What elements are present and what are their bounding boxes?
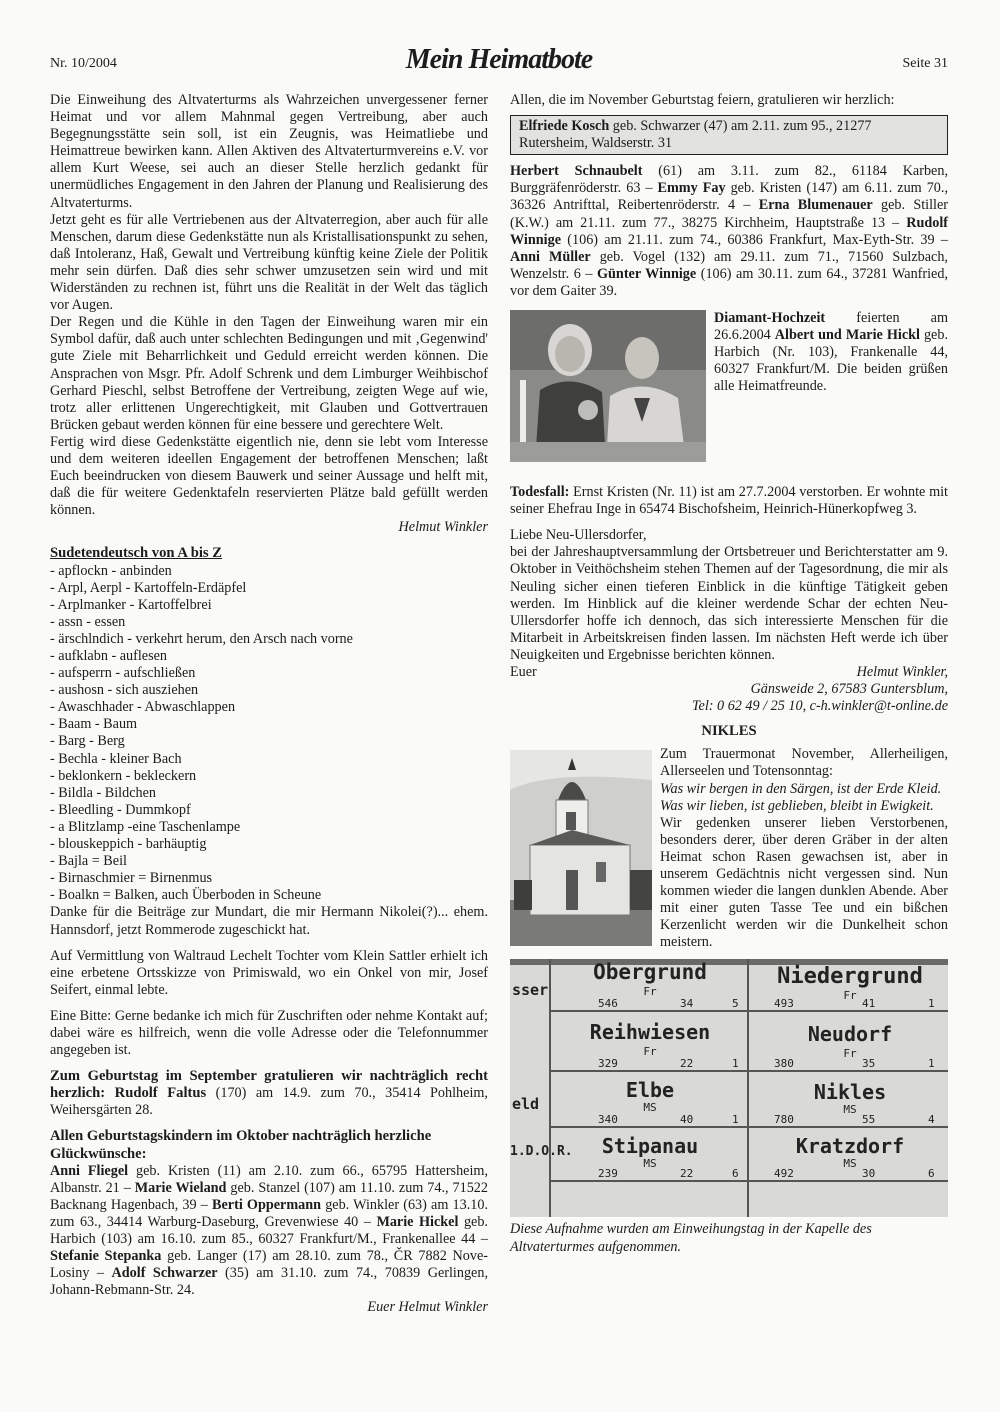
letter-address: Gänsweide 2, 67583 Guntersblum,	[750, 681, 948, 698]
memorial-plaque-photo	[510, 959, 948, 1217]
dictionary-entry: - Arplmanker - Kartoffelbrei	[50, 596, 212, 613]
paragraph: Fertig wird diese Gedenkstätte eigentlich nie, denn sie lebt vom Interesse und dem weiteren ideellen Engagement der betroffenen Menschen; laßt Euch beeindrucken von diesem Bauwerk und seiner Aussage und helft mit, daß die für weitere Gedenktafeln reservierten Plätze bald gefüllt werden können.	[50, 433, 488, 519]
paragraph: Auf Vermittlung von Waltraud Lechelt Tochter vom Klein Sattler erhielt ich eine erbetene Ortsskizze von Primiswald, wo ein Onkel von mir, Josef Seifert, einmal lebte.	[50, 947, 488, 998]
dictionary-entry: - Bechla - kleiner Bach	[50, 750, 182, 767]
person-details: geb. Harbich (103) am 16.10. zum 85., 60327 Frankfurt/M., Frankenallee 44 –	[50, 1213, 488, 1247]
dictionary-title: Sudetendeutsch von A bis Z	[50, 545, 222, 562]
box-name: Elfriede Kosch	[519, 118, 610, 135]
plaque-value: 1	[732, 1113, 739, 1127]
plaque-value: 546	[598, 997, 618, 1011]
plaque-label: Fr	[843, 989, 857, 1003]
dictionary-entry: - Arpl, Aerpl - Kartoffeln-Erdäpfel	[50, 579, 247, 596]
person-details: geb. Winkler (63) am 13.10. zum 63., 34414 Warburg-Daseburg, Grevenwiese 40 –	[50, 1196, 488, 1230]
dictionary-entry: - Bleedling - Dummkopf	[50, 801, 191, 818]
dictionary-entry: - aushosn - sich ausziehen	[50, 682, 199, 699]
couple-photo	[510, 310, 706, 462]
dictionary-entry: - Bildla - Bildchen	[50, 784, 156, 801]
plaque-value: 239	[598, 1167, 618, 1181]
left-column	[50, 92, 488, 1316]
dictionary-entry: - beklonkern - bekleckern	[50, 767, 197, 784]
plaque-label: Fr	[643, 985, 657, 999]
person-name: Stefanie Stepanka	[50, 1248, 162, 1265]
person-details: geb. Stanzel (107) am 11.10. zum 74., 71522 Backnang Hagenbach, 39 –	[50, 1179, 488, 1213]
person-name: Anni Müller	[510, 248, 591, 265]
masthead-logo: Mein Heimatbote	[405, 44, 593, 75]
person-name: Berti Oppermann	[212, 1196, 322, 1213]
september-heading: Zum Geburtstag im September gratulieren wir nachträglich recht herzlich: Rudolf Faltus	[50, 1068, 488, 1102]
person-details: geb. Vogel (132) am 29.11. zum 71., 71560 Sulzbach, Wenzelstr. 6 –	[510, 248, 948, 282]
letter-signer: Helmut Winkler,	[856, 663, 948, 680]
person-details: (106) am 30.11. zum 64., 37281 Wanfried, vor dem Gaiter 39.	[510, 265, 948, 299]
person-name: Adolf Schwarzer	[111, 1265, 218, 1282]
box-text: geb. Schwarzer (47) am 2.11. zum 95., 21277 Rutersheim, Waldserstr. 31	[519, 118, 872, 152]
person-details: geb. Langer (17) am 28.10. zum 78., ČR 7882 Nove-Losiny –	[50, 1248, 488, 1282]
highlight-box	[510, 115, 948, 155]
person-name: Rudolf Winnige	[510, 214, 948, 248]
september-text: (170) am 14.9. zum 70., 35414 Pohlheim, Weihersgärten 28.	[50, 1085, 488, 1119]
plaque-value: 329	[598, 1057, 618, 1071]
dictionary-entry: - a Blitzlamp -eine Taschenlampe	[50, 818, 241, 835]
plaque-label: Elbe	[625, 1078, 675, 1103]
diamond-wedding-section	[510, 310, 948, 466]
october-birthdays	[50, 1163, 488, 1300]
person-details: geb. Stiller (K.W.) am 21.11. zum 77., 38275 Kirchheim, Hauptstraße 13 –	[510, 197, 949, 231]
dictionary-entry: - assn - essen	[50, 613, 126, 630]
right-column	[510, 92, 948, 1256]
november-birthdays	[510, 163, 948, 300]
person-name: Marie Hickel	[376, 1213, 459, 1230]
dictionary-entry: - Bajla = Beil	[50, 853, 127, 870]
paragraph: Eine Bitte: Gerne bedanke ich mich für Zuschriften oder nehme Kontakt auf; dabei wäre es hilfreich, wenn die volle Adresse oder die Telefonnummer angegeben ist.	[50, 1007, 488, 1059]
paragraph: Der Regen und die Kühle in den Tagen der Einweihung waren mir ein Symbol dafür, daß auch unter schlechten Bedingungen und mit ‚Gegenwind' gute Ziele mit Beharrlichkeit und Geduld erreicht werden können. Die Ansprachen von Msgr. Pfr. Adolf Schrenk und dem Limburger Weihbischof Gerhard Pieschl, selbst Betroffene der Vertreibung, zeigten Wege auf wie, trotz aller erlittenen Ungerechtigkeit, mit Glauben und Gottvertrauen Brücken gebaut werden können für eine bessere und gerechtere Welt.	[50, 314, 488, 433]
plaque-value: 34	[680, 997, 694, 1011]
plaque-label: Kratzdorf	[795, 1134, 905, 1159]
plaque-value: 41	[862, 997, 876, 1011]
person-details: (61) am 3.11. zum 82., 61184 Karben, Burggräfenröderstr. 63 –	[510, 163, 948, 197]
person-details: (106) am 21.11. zum 74., 60386 Frankfurt, Max-Eyth-Str. 39 –	[561, 231, 948, 248]
paragraph: Die Einweihung des Altvaterturms als Wahrzeichen unvergessener ferner Heimat und vor allem Mahnmal gegen Vertreibung, aber auch Begegnungsstätte sein soll, ist ein Zeugnis, was Heimatliebe und Heimattreue bewirken kann. Allen Aktiven des Altvaterturmvereins e.V. vor allem Kurt Weese, sei auch an dieser Stelle herzlich gedankt für unermüdliches Engagement in den Jahren der Planung und Realisierung des Altvaterturms.	[50, 92, 488, 211]
nikles-quote: Was wir lieben, ist geblieben, bleibt in Ewigkeit.	[660, 797, 934, 814]
plaque-value: 22	[680, 1057, 694, 1071]
person-name: Günter Winnige	[597, 265, 697, 282]
september-birthdays	[50, 1068, 488, 1119]
dictionary-entry: - Boalkn = Balken, auch Überboden in Scheune	[50, 887, 322, 904]
plaque-label: Fr	[843, 1047, 857, 1061]
page-number: Seite 31	[902, 56, 948, 71]
plaque-value: 30	[862, 1167, 876, 1181]
plaque-value: 340	[598, 1113, 618, 1127]
dictionary-list	[50, 563, 488, 905]
dictionary-entry: - ärschlndich - verkehrt herum, den Arsch nach vorne	[50, 630, 353, 647]
letter-signature	[510, 664, 948, 681]
diamond-heading: Diamant-Hochzeit	[714, 310, 826, 327]
plaque-label: sser	[512, 981, 549, 1000]
plaque-value: 35	[862, 1057, 876, 1071]
nikles-text: Wir gedenken unserer lieben Verstorbenen, besonders derer, über deren Gräber in der alten Heimat schon Rasen gewachsen ist, aber in unserem Gedächtnis nicht vergessen sind. Nun kommen wieder die langen dunklen Abende. Aber mit einer guten Tasse Tee und ein bißchen Kerzenlicht werden wir die Dunkelheit schon meistern.	[660, 814, 948, 951]
plaque-value: 380	[774, 1057, 794, 1071]
nikles-title: NIKLES	[701, 723, 757, 740]
nikles-section	[510, 746, 948, 951]
church-photo	[510, 750, 652, 946]
person-name: Herbert Schnaubelt	[510, 163, 643, 180]
plaque-value: 5	[732, 997, 739, 1011]
dictionary-entry: - Birnaschmier = Birnenmus	[50, 870, 213, 887]
plaque-label: MS	[843, 1103, 857, 1117]
letter-contact: Tel: 0 62 49 / 25 10, c-h.winkler@t-online.de	[691, 698, 948, 715]
death-notice	[510, 484, 948, 518]
plaque-value: 492	[774, 1167, 794, 1181]
plaque-label: MS	[643, 1101, 657, 1115]
dictionary-entry: - aufsperrn - aufschließen	[50, 665, 196, 682]
plaque-label: MS	[843, 1157, 857, 1171]
plaque-value: 55	[862, 1113, 876, 1127]
dictionary-entry: - Baam - Baum	[50, 716, 138, 733]
plaque-label: Reihwiesen	[589, 1020, 711, 1045]
plaque-label: MS	[643, 1157, 657, 1171]
diamond-text: geb. Harbich (Nr. 103), Frankenalle 44, 60327 Frankfurt/M. Die beiden grüßen alle Heimatfreunde.	[714, 327, 948, 395]
death-text: Ernst Kristen (Nr. 11) ist am 27.7.2004 verstorben. Er wohnte mit seiner Ehefrau Inge in 65474 Bischofsheim, Heinrich-Hünerkopfweg 3.	[510, 484, 948, 518]
person-name: Erna Blumenauer	[758, 197, 873, 214]
plaque-value: 22	[680, 1167, 694, 1181]
plaque-value: 1	[928, 1057, 935, 1071]
plaque-value: 6	[928, 1167, 935, 1181]
photo-caption: Diese Aufnahme wurden am Einweihungstag in der Kapelle des Altvaterturmes aufgenommen.	[510, 1221, 872, 1255]
person-details: (35) am 31.10. zum 74., 70839 Gerlingen, Johann-Rebmann-Str. 24.	[50, 1265, 488, 1299]
letter-euer: Euer	[510, 663, 537, 680]
issue-number: Nr. 10/2004	[50, 56, 117, 71]
paragraph: Jetzt geht es für alle Vertriebenen aus der Altvaterregion, aber auch für alle Menschen, darum diese Gedenkstätte nun als Kristallisationspunkt zu sehen, daß Intoleranz, Haß, Gewalt und Vertreibung künftig keine Ziele der Politik mehr sein dürfen. Daß dies sehr schwer umzusetzen sein wird und mit Widerständen zu rechnen ist, führt uns die Realität in der Welt das täglich vor Augen.	[50, 211, 488, 314]
dictionary-entry: - blouskeppich - barhäuptig	[50, 836, 207, 853]
october-heading: Allen Geburtstagskindern im Oktober nachträglich herzliche Glückwünsche:	[50, 1128, 432, 1162]
letter-body: bei der Jahreshauptversammlung der Ortsbetreuer und Berichterstatter am 9. Oktober in Veithöchsheim stehen Themen auf der Tagesordnung, die mir als Neuling sicher einen tieferen Einblick in die künftige Tätigkeit geben werden. Im Hinblick auf die kleiner werdende Schar der echten Neu-Ullersdorfer hoffe ich dennoch, das sich interessierte Menschen für die Mitarbeit in Arbeitskreisen finden lassen. Im nächsten Heft werde ich über Neuigkeiten und Ergebnisse berichten können.	[510, 544, 948, 663]
person-name: Anni Fliegel	[50, 1162, 129, 1179]
plaque-label: Niedergrund	[777, 964, 923, 990]
page-header	[50, 44, 948, 80]
death-heading: Todesfall:	[510, 484, 570, 501]
signature: Helmut Winkler	[398, 519, 488, 536]
dictionary-entry: - Barg - Berg	[50, 733, 125, 750]
dictionary-entry: - Awaschhader - Abwaschlappen	[50, 699, 236, 716]
diamond-text: feierten am 26.6.2004	[714, 310, 948, 344]
plaque-value: 493	[774, 997, 794, 1011]
november-intro: Allen, die im November Geburtstag feiern, gratulieren wir herzlich:	[510, 92, 895, 108]
signature: Euer Helmut Winkler	[367, 1299, 488, 1316]
nikles-intro: Zum Trauermonat November, Allerheiligen, Allerseelen und Totensonntag:	[660, 746, 948, 780]
person-name: Emmy Fay	[657, 180, 726, 197]
nikles-quote: Was wir bergen in den Särgen, ist der Erde Kleid.	[660, 780, 942, 797]
plaque-value: 6	[732, 1167, 739, 1181]
dictionary-entry: - apflockn - anbinden	[50, 562, 172, 579]
plaque-label: 1.D.O.R.	[510, 1144, 573, 1160]
paragraph: Danke für die Beiträge zur Mundart, die mir Hermann Nikolei(?)... ehem. Hannsdorf, jetzt Rommerode zugeschickt hat.	[50, 904, 488, 938]
plaque-label: Nikles	[813, 1080, 887, 1105]
plaque-label: Fr	[643, 1045, 657, 1059]
person-details: geb. Kristen (147) am 6.11. zum 70., 36326 Antrifttal, Reibertenröderstr. 4 –	[510, 180, 948, 214]
plaque-value: 1	[928, 997, 935, 1011]
plaque-value: 4	[928, 1113, 935, 1127]
plaque-value: 1	[732, 1057, 739, 1071]
plaque-label: Stipanau	[601, 1134, 699, 1159]
plaque-label: Neudorf	[807, 1022, 893, 1047]
plaque-value: 40	[680, 1113, 694, 1127]
person-name: Marie Wieland	[134, 1179, 227, 1196]
letter-salutation: Liebe Neu-Ullersdorfer,	[510, 527, 647, 544]
diamond-names: Albert und Marie Hickl	[774, 327, 920, 344]
plaque-value: 780	[774, 1113, 794, 1127]
plaque-label: eld	[512, 1095, 540, 1114]
dictionary-entry: - aufklabn - auflesen	[50, 648, 167, 664]
plaque-label: Obergrund	[593, 960, 707, 985]
person-details: geb. Kristen (11) am 2.10. zum 66., 65795 Hattersheim, Albanstr. 21 –	[50, 1162, 488, 1196]
